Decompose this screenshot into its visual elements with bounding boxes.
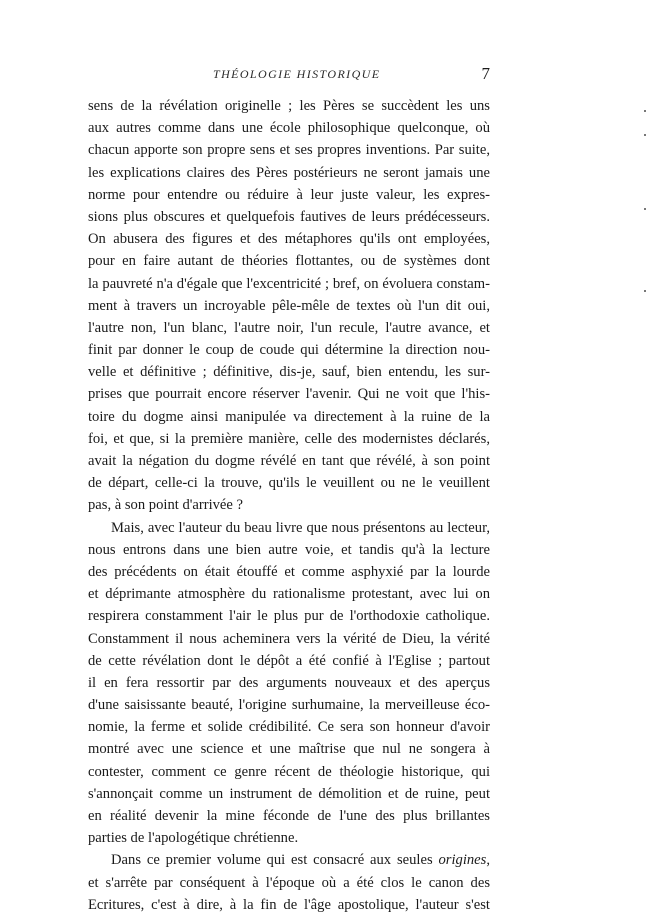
running-head	[88, 64, 490, 88]
text-line: la pauvreté n'a d'égale que l'excentricité ; bref, on évoluera constam-	[88, 275, 490, 292]
text-line: il en fera ressortir par des arguments nouveaux et des aperçus	[88, 674, 490, 691]
paragraph-1	[88, 95, 490, 517]
paragraph-2	[88, 517, 490, 850]
text-line: sions plus obscures et quelquefois fautives de leurs prédécesseurs.	[88, 208, 490, 225]
text-line: de cette révélation dont le dépôt a été confié à l'Eglise ; partout	[88, 652, 490, 669]
edge-speck	[644, 110, 646, 112]
text-line: d'une saisissante beauté, l'origine surhumaine, la merveilleuse éco-	[88, 697, 490, 714]
edge-speck	[644, 290, 646, 292]
text-line: et s'arrête par conséquent à l'époque où a été clos le canon des	[88, 874, 490, 891]
text-line: s'annonçait comme un instrument de démolition et de ruine, peut	[88, 785, 490, 802]
text-line: contester, comment ce genre récent de théologie historique, qui	[88, 763, 490, 780]
page-number: 7	[481, 64, 490, 83]
text-line: Constamment il nous acheminera vers la vérité de Dieu, la vérité	[88, 630, 490, 647]
text-line: foi, et que, si la première manière, celle des modernistes déclarés,	[88, 430, 490, 447]
text-line: prises que pourrait encore réserver l'avenir. Qui ne voit que l'his-	[88, 386, 490, 403]
text-line: pas, à son point d'arrivée ?	[88, 497, 244, 514]
page-edge-specks	[642, 90, 646, 350]
text-line: les explications claires des Pères postérieurs ne seront jamais une	[88, 164, 490, 181]
text-line: pour en faire autant de théories flottantes, ou de systèmes dont	[88, 253, 490, 270]
text-line: ment à travers un incroyable pêle-mêle de textes où l'un dit oui,	[88, 297, 490, 314]
text-line: des précédents on était étouffé et comme asphyxié par la lourde	[88, 563, 490, 580]
text-line: l'autre non, l'un blanc, l'autre noir, l'un recule, l'autre avance, et	[88, 319, 490, 336]
body-text	[88, 95, 490, 916]
text-line: finit par donner le coup de coude qui détermine la direction nou-	[88, 342, 490, 359]
running-title: THÉOLOGIE HISTORIQUE	[213, 67, 381, 81]
text-line: nomie, la ferme et solide crédibilité. Ce sera son honneur d'avoir	[88, 719, 490, 736]
text-line: velle et définitive ; définitive, dis-je, sauf, bien entendu, les sur-	[88, 364, 490, 381]
text-line: Dans ce premier volume qui est consacré aux seules origines,	[111, 852, 490, 869]
text-line: toire du dogme ainsi manipulée va directement à la ruine de la	[88, 408, 490, 425]
text-line: en réalité devenir la mine féconde de l'une des plus brillantes	[88, 808, 490, 824]
text-line: avait la négation du dogme révélé en tant que révélé, à son point	[88, 453, 490, 469]
text-line: sens de la révélation originelle ; les Pères se succèdent les uns	[88, 98, 490, 114]
text-line: nous entrons dans une bien autre voie, et tandis qu'à la lecture	[88, 541, 490, 558]
text-line: et déprimante atmosphère du rationalisme protestant, avec lui on	[88, 586, 490, 603]
text-line: de départ, celle-ci la trouve, qu'ils le veuillent ou ne le veuillent	[88, 475, 490, 492]
text-line: montré avec une science et une maîtrise que nul ne songera à	[88, 741, 490, 758]
text-line: Mais, avec l'auteur du beau livre que nous présentons au lecteur,	[111, 519, 490, 536]
edge-speck	[644, 134, 646, 136]
text-line: parties de l'apologétique chrétienne.	[88, 830, 299, 847]
edge-speck	[644, 208, 646, 210]
text-line: On abusera des figures et des métaphores qu'ils ont employées,	[88, 231, 490, 248]
text-line: respirera constamment l'air le plus pur de l'orthodoxie catholique.	[88, 608, 490, 625]
emphasized-word: origines	[438, 852, 487, 869]
paragraph-3	[88, 849, 490, 916]
text-line: chacun apporte son propre sens et ses propres inventions. Par suite,	[88, 142, 490, 159]
text-line: aux autres comme dans une école philosophique quelconque, où	[88, 120, 490, 137]
text-line: Ecritures, c'est à dire, à la fin de l'âge apostolique, l'auteur s'est	[88, 896, 490, 913]
text-line: norme pour entendre ou réduire à leur juste valeur, les expres-	[88, 186, 490, 203]
